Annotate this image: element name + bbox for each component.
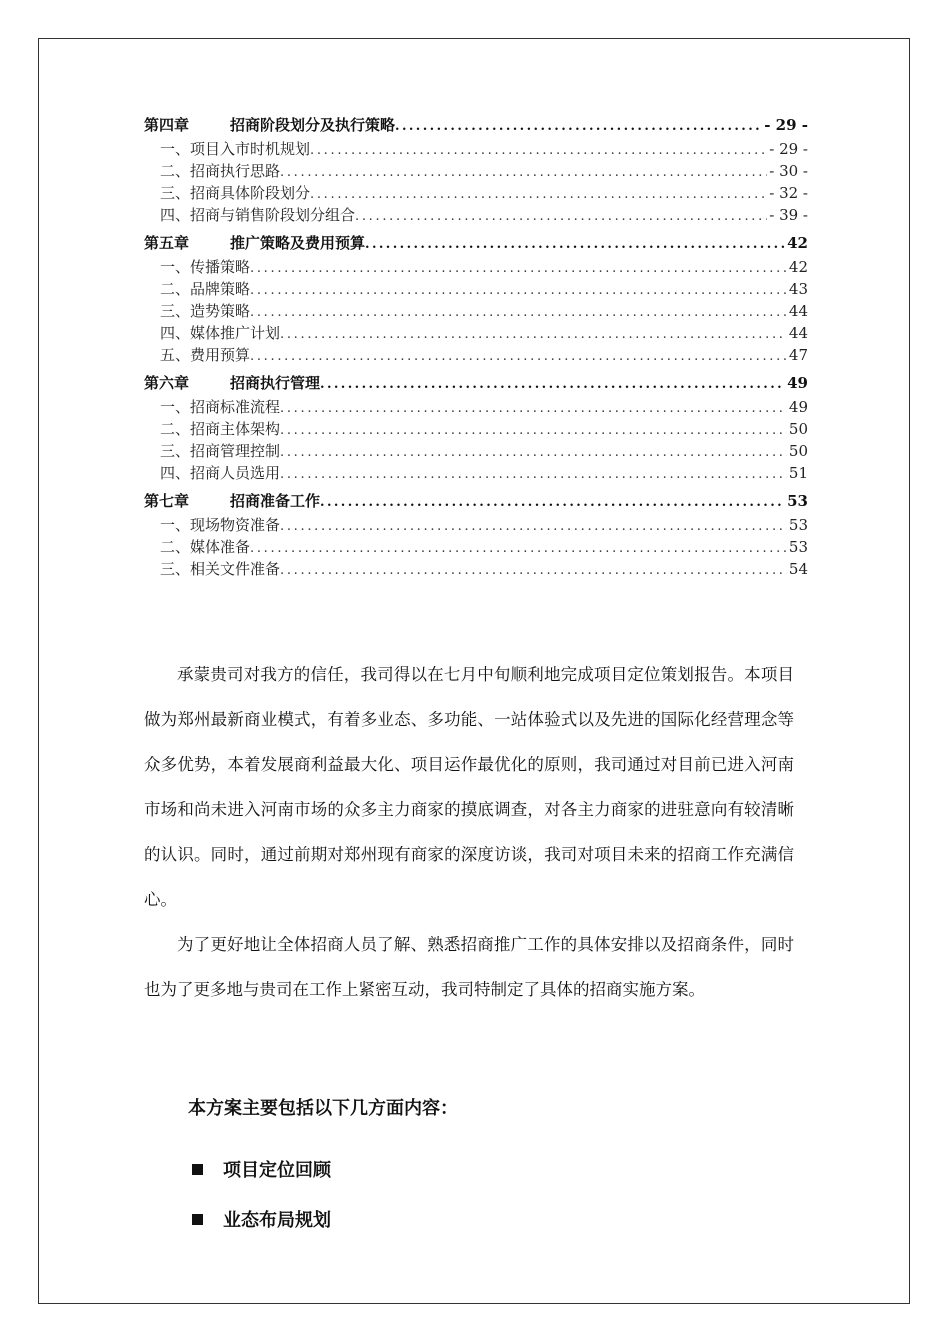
toc-page-number: 43 bbox=[788, 280, 808, 298]
summary-list bbox=[192, 1144, 331, 1244]
toc-chapter-entry[interactable] bbox=[144, 114, 808, 138]
toc-section-title: 三、招商具体阶段划分 bbox=[160, 184, 311, 202]
toc-page-number: 51 bbox=[788, 464, 808, 482]
toc-leader-dots bbox=[280, 401, 787, 416]
toc-page-number: - 39 - bbox=[769, 206, 808, 224]
toc-page-number: 53 bbox=[787, 492, 808, 510]
toc-page-number: 53 bbox=[788, 516, 808, 534]
toc-page-number: 50 bbox=[788, 442, 808, 460]
toc-section-title: 三、相关文件准备 bbox=[160, 560, 281, 578]
toc-page-number: 42 bbox=[788, 258, 808, 276]
toc-section-title: 二、招商执行思路 bbox=[160, 162, 281, 180]
toc-section-title: 二、招商主体架构 bbox=[160, 420, 281, 438]
toc-page-number: 54 bbox=[788, 560, 808, 578]
toc-chapter-number: 第六章 bbox=[144, 374, 190, 392]
toc-leader-dots bbox=[280, 165, 767, 180]
toc-page-number: - 30 - bbox=[769, 162, 808, 180]
toc-page-number: 49 bbox=[788, 398, 808, 416]
toc-chapter-number: 第四章 bbox=[144, 116, 190, 134]
toc-chapter-number: 第七章 bbox=[144, 492, 190, 510]
toc-leader-dots bbox=[310, 143, 767, 158]
toc-section-entry[interactable] bbox=[144, 514, 808, 536]
toc-page-number: 44 bbox=[788, 302, 808, 320]
toc-chapter-entry[interactable] bbox=[144, 372, 808, 396]
toc-page-number: 44 bbox=[788, 324, 808, 342]
toc-leader-dots bbox=[280, 423, 787, 438]
black-square-bullet-icon bbox=[192, 1164, 203, 1175]
toc-section-entry[interactable] bbox=[144, 344, 808, 366]
toc-section-entry[interactable] bbox=[144, 418, 808, 440]
toc-chapter-title: 招商准备工作 bbox=[230, 492, 321, 510]
toc-section-entry[interactable] bbox=[144, 322, 808, 344]
toc-page-number: 42 bbox=[787, 234, 808, 252]
toc-chapter-label bbox=[144, 232, 365, 253]
toc-chapter-label bbox=[144, 490, 320, 511]
intro-paragraph-2: 为了更好地让全体招商人员了解、熟悉招商推广工作的具体安排以及招商条件，同时也为了更多地与贵司在工作上紧密互动，我司特制定了具体的招商实施方案。 bbox=[144, 935, 794, 999]
toc-leader-dots bbox=[320, 377, 785, 392]
toc-page-number: 50 bbox=[788, 420, 808, 438]
toc-leader-dots bbox=[250, 305, 787, 320]
toc-leader-dots bbox=[395, 119, 762, 134]
toc-section-entry[interactable] bbox=[144, 558, 808, 580]
summary-item-label: 项目定位回顾 bbox=[223, 1160, 331, 1181]
toc-leader-dots bbox=[280, 519, 787, 534]
toc-chapter-label bbox=[144, 114, 395, 135]
toc-section-entry[interactable] bbox=[144, 204, 808, 226]
toc-leader-dots bbox=[250, 541, 787, 556]
toc-page-number: - 32 - bbox=[769, 184, 808, 202]
toc-section-title: 一、传播策略 bbox=[160, 258, 251, 276]
toc-section-title: 二、品牌策略 bbox=[160, 280, 251, 298]
toc-section-title: 一、现场物资准备 bbox=[160, 516, 281, 534]
toc-leader-dots bbox=[280, 327, 787, 342]
toc-leader-dots bbox=[250, 349, 787, 364]
toc-section-entry[interactable] bbox=[144, 300, 808, 322]
toc-leader-dots bbox=[250, 283, 787, 298]
summary-list-item bbox=[192, 1144, 331, 1194]
toc-page-number: - 29 - bbox=[769, 140, 808, 158]
toc-leader-dots bbox=[280, 467, 787, 482]
toc-chapter-title: 推广策略及费用预算 bbox=[230, 234, 366, 252]
toc-page-number: 53 bbox=[788, 538, 808, 556]
toc-section-title: 四、媒体推广计划 bbox=[160, 324, 281, 342]
toc-leader-dots bbox=[355, 209, 767, 224]
toc-section-entry[interactable] bbox=[144, 462, 808, 484]
toc-section-title: 五、费用预算 bbox=[160, 346, 251, 364]
toc-section-title: 四、招商人员选用 bbox=[160, 464, 281, 482]
toc-chapter-number: 第五章 bbox=[144, 234, 190, 252]
toc-chapter-label bbox=[144, 372, 320, 393]
toc-page-number: 49 bbox=[787, 374, 808, 392]
toc-page-number: 47 bbox=[788, 346, 808, 364]
toc-leader-dots bbox=[280, 445, 787, 460]
toc-leader-dots bbox=[310, 187, 767, 202]
summary-heading: 本方案主要包括以下几方面内容： bbox=[188, 1098, 458, 1119]
summary-list-item bbox=[192, 1194, 331, 1244]
toc-leader-dots bbox=[250, 261, 787, 276]
toc-section-entry[interactable] bbox=[144, 440, 808, 462]
toc-section-entry[interactable] bbox=[144, 256, 808, 278]
toc-section-title: 三、造势策略 bbox=[160, 302, 251, 320]
toc-chapter-title: 招商阶段划分及执行策略 bbox=[230, 116, 396, 134]
toc-chapter-title: 招商执行管理 bbox=[230, 374, 321, 392]
toc-chapter-entry[interactable] bbox=[144, 490, 808, 514]
summary-item-label: 业态布局规划 bbox=[223, 1210, 331, 1231]
toc-section-title: 三、招商管理控制 bbox=[160, 442, 281, 460]
toc-section-entry[interactable] bbox=[144, 396, 808, 418]
toc-leader-dots bbox=[280, 563, 787, 578]
table-of-contents bbox=[144, 114, 808, 580]
toc-section-entry[interactable] bbox=[144, 536, 808, 558]
toc-leader-dots bbox=[320, 495, 785, 510]
toc-section-title: 二、媒体准备 bbox=[160, 538, 251, 556]
toc-section-entry[interactable] bbox=[144, 278, 808, 300]
toc-section-entry[interactable] bbox=[144, 160, 808, 182]
black-square-bullet-icon bbox=[192, 1214, 203, 1225]
toc-section-entry[interactable] bbox=[144, 138, 808, 160]
intro-paragraph-1: 承蒙贵司对我方的信任，我司得以在七月中旬顺利地完成项目定位策划报告。本项目做为郑州最新商业模式，有着多业态、多功能、一站体验式以及先进的国际化经营理念等众多优势，本着发展商利益最大化、项目运作最优化的原则，我司通过对目前已进入河南市场和尚未进入河南市场的众多主力商家的摸底调查，对各主力商家的进驻意向有较清晰的认识。同时，通过前期对郑州现有商家的深度访谈，我司对项目未来的招商工作充满信心。 bbox=[144, 665, 794, 909]
toc-section-title: 四、招商与销售阶段划分组合 bbox=[160, 206, 356, 224]
toc-section-title: 一、招商标准流程 bbox=[160, 398, 281, 416]
toc-section-title: 一、项目入市时机规划 bbox=[160, 140, 311, 158]
toc-section-entry[interactable] bbox=[144, 182, 808, 204]
toc-leader-dots bbox=[365, 237, 785, 252]
intro-text bbox=[144, 652, 794, 1012]
toc-page-number: - 29 - bbox=[764, 116, 808, 134]
toc-chapter-entry[interactable] bbox=[144, 232, 808, 256]
